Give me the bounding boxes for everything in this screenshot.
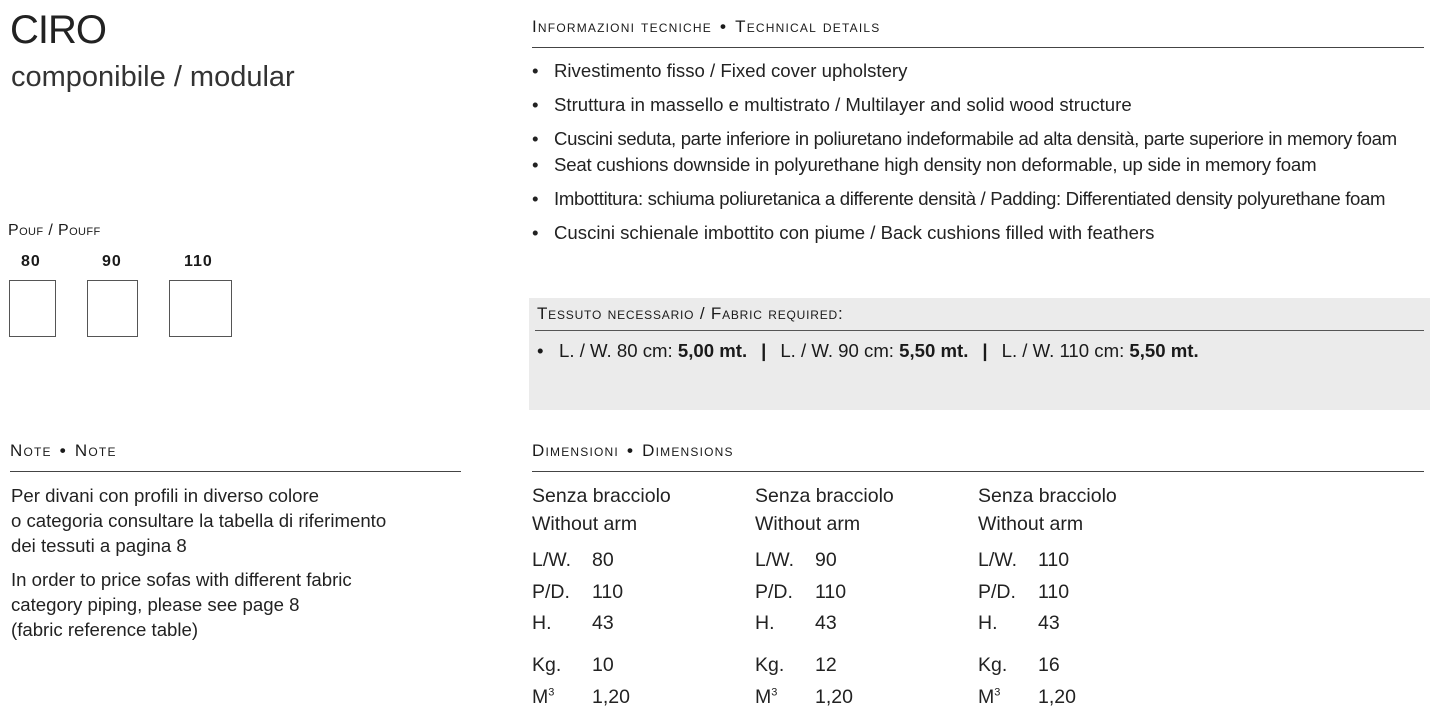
dimension-column-110: [978, 482, 1198, 708]
dimension-volume-row: [978, 685, 1076, 709]
dimension-width-row: [978, 548, 1069, 572]
dimension-weight-row: [532, 653, 614, 677]
pouf-size-label-110: 110: [184, 253, 213, 270]
dimension-value: 43: [815, 612, 837, 634]
pouf-drawing-110: [169, 280, 232, 337]
pouf-heading: Pouf / Pouff: [8, 222, 101, 239]
fabric-label-90: L. / W. 90 cm:: [780, 340, 894, 361]
pouf-drawing-80: [9, 280, 56, 337]
dimension-width-row: [755, 548, 837, 572]
dimension-label: M: [532, 686, 549, 708]
product-subtitle: componibile / modular: [11, 61, 295, 93]
note-text-it: [11, 483, 461, 558]
note-line: o categoria consultare la tabella di riferimento: [11, 510, 387, 531]
dimension-depth-row: [978, 580, 1069, 604]
dimension-value: 10: [592, 654, 614, 676]
dimension-label: L/W.: [978, 549, 1018, 571]
note-line: dei tessuti a pagina 8: [11, 535, 187, 556]
dimension-value: 1,20: [815, 686, 853, 708]
dimension-head-it: Senza bracciolo: [978, 485, 1117, 507]
dimension-head-en: Without arm: [755, 513, 861, 535]
technical-item: [532, 126, 1437, 152]
fabric-row: [537, 339, 1199, 363]
dimension-value: 12: [815, 654, 837, 676]
fabric-heading: Tessuto necessario / Fabric required:: [537, 304, 844, 323]
note-rule: [10, 471, 461, 472]
dimension-weight-row: [755, 653, 837, 677]
dimension-label-sup: 3: [548, 686, 555, 699]
technical-item-it: Cuscini seduta, parte inferiore in poliuretano indeformabile ad alta densità, parte superiore in memory foam: [554, 128, 1397, 149]
dimension-head-en: Without arm: [978, 513, 1084, 535]
fabric-divider: |: [761, 340, 767, 361]
note-heading: [10, 440, 117, 462]
dimension-value: 110: [815, 581, 847, 603]
dimension-volume-row: [532, 685, 630, 709]
dimension-label-sup: 3: [994, 686, 1001, 699]
technical-heading-it: Informazioni tecniche: [532, 17, 712, 36]
dimension-column-80: [532, 482, 752, 708]
technical-heading: [532, 16, 880, 38]
dimension-label: Kg.: [532, 654, 562, 676]
dimensions-heading-en: Dimensions: [642, 441, 734, 460]
dimension-depth-row: [532, 580, 623, 604]
dimension-value: 80: [592, 549, 614, 571]
dimension-height-row: [755, 611, 837, 635]
note-heading-en: Note: [74, 441, 117, 460]
fabric-value-80: 5,00 mt.: [677, 340, 748, 361]
technical-item: • Cuscini schienale imbottito con piume / Back cushions filled with feathers: [532, 220, 1437, 246]
dimensions-heading-it: Dimensioni: [532, 441, 619, 460]
fabric-divider: |: [982, 340, 988, 361]
technical-item-en: Seat cushions downside in polyurethane high density non deformable, up side in memory foam: [554, 154, 1317, 175]
technical-list: [532, 58, 1437, 254]
fabric-box: [529, 298, 1430, 410]
dimension-label: H.: [755, 612, 775, 634]
technical-item-continuation: [532, 152, 1437, 178]
dimension-label: P/D.: [978, 581, 1016, 603]
dimension-head-it: Senza bracciolo: [532, 485, 671, 507]
note-line: Per divani con profili in diverso colore: [11, 485, 319, 506]
heading-separator: •: [719, 17, 728, 36]
pouf-size-label-90: 90: [102, 253, 122, 270]
dimension-weight-row: [978, 653, 1060, 677]
dimension-label: Kg.: [978, 654, 1008, 676]
note-text-en: [11, 567, 461, 642]
dimension-label: M: [755, 686, 772, 708]
note-line: In order to price sofas with different fabric: [11, 569, 352, 590]
dimension-value: 110: [1038, 581, 1070, 603]
fabric-value-90: 5,50 mt.: [899, 340, 969, 361]
dimension-value: 110: [592, 581, 624, 603]
technical-item: • Struttura in massello e multistrato / Multilayer and solid wood structure: [532, 92, 1437, 118]
heading-separator: •: [59, 441, 67, 460]
fabric-rule: [535, 330, 1424, 331]
dimension-label: M: [978, 686, 995, 708]
note-line: (fabric reference table): [11, 619, 199, 640]
dimension-value: 1,20: [1038, 686, 1076, 708]
dimension-value: 16: [1038, 654, 1060, 676]
dimension-label: H.: [978, 612, 998, 634]
note-line: category piping, please see page 8: [11, 594, 300, 615]
dimension-label: P/D.: [755, 581, 793, 603]
dimension-value: 110: [1038, 549, 1070, 571]
dimension-value: 43: [592, 612, 614, 634]
technical-item: • Rivestimento fisso / Fixed cover upholstery: [532, 58, 1437, 84]
dimension-height-row: [978, 611, 1060, 635]
dimension-head-it: Senza bracciolo: [755, 485, 894, 507]
dimension-label-sup: 3: [771, 686, 778, 699]
dimension-depth-row: [755, 580, 846, 604]
pouf-size-label-80: 80: [21, 253, 41, 270]
dimension-volume-row: [755, 685, 853, 709]
fabric-label-80: L. / W. 80 cm:: [559, 340, 673, 361]
product-title: CIRO: [10, 8, 106, 52]
technical-rule: [532, 47, 1424, 48]
dimension-label: Kg.: [755, 654, 785, 676]
dimension-width-row: [532, 548, 614, 572]
fabric-label-110: L. / W. 110 cm:: [1001, 340, 1125, 361]
technical-item: • Imbottitura: schiuma poliuretanica a differente densità / Padding: Differentiated density polyurethane foam: [532, 186, 1437, 212]
dimension-column-90: [755, 482, 975, 708]
fabric-value-110: 5,50 mt.: [1129, 340, 1199, 361]
fabric-bullet: •: [537, 340, 544, 361]
dimension-value: 1,20: [592, 686, 630, 708]
dimension-label: L/W.: [532, 549, 572, 571]
dimensions-rule: [532, 471, 1424, 472]
heading-separator: •: [626, 441, 635, 460]
dimension-value: 90: [815, 549, 837, 571]
pouf-drawing-90: [87, 280, 138, 337]
dimensions-heading: [532, 440, 734, 462]
dimension-value: 43: [1038, 612, 1060, 634]
dimension-label: L/W.: [755, 549, 795, 571]
dimension-head-en: Without arm: [532, 513, 638, 535]
dimension-label: P/D.: [532, 581, 570, 603]
note-heading-it: Note: [10, 441, 52, 460]
dimension-height-row: [532, 611, 614, 635]
technical-heading-en: Technical details: [735, 17, 881, 36]
dimension-label: H.: [532, 612, 552, 634]
